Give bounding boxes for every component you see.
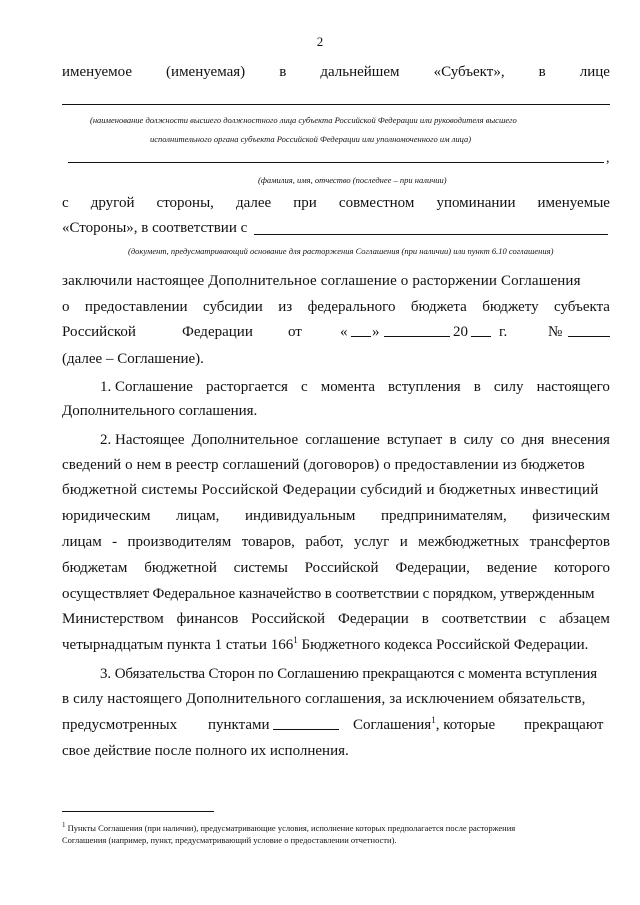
p3-line-1: 3. Обязательства Сторон по Соглашению прекращаются с момента вступления (100, 666, 598, 682)
sides-word: упоминании (436, 195, 516, 211)
footnote-text (62, 822, 612, 846)
p2-l8-word: соответствии (441, 611, 527, 627)
p3-agreement-word: Соглашения$^1$, которые (353, 715, 496, 733)
p1-l1-word: с (301, 379, 308, 395)
other-side-line (62, 194, 610, 212)
position-caption-line1: (наименование должности высшего должностного лица субъекта Российской Федерации или руководителя высшего (90, 115, 517, 125)
row1-word: (именуемая) (166, 64, 246, 80)
p2-line-5 (62, 533, 610, 551)
row1-word: именуемое (62, 64, 132, 80)
date-year-prefix: 20 (453, 324, 468, 340)
sides-word: при (293, 195, 317, 211)
date-year-g: г. (499, 324, 508, 340)
p1-line-2: Дополнительного соглашения. (62, 403, 258, 419)
p2-l6-word: Федерации, (395, 560, 470, 576)
p2-line-2: сведений о нем в реестр соглашений (договоров) о предоставлении из бюджетов (62, 457, 585, 473)
p2-line-3: бюджетной системы Российской Федерации субсидий и бюджетных инвестиций (62, 482, 599, 498)
date-year-blank (471, 323, 491, 337)
footnote-line-2: Соглашения (например, пункт, предусматривающий условие о предоставлении отчетности). (62, 835, 397, 845)
p2-line-9-end: Бюджетного кодекса Российской Федерации. (297, 637, 589, 653)
date-day-blank (351, 323, 371, 337)
sides-word: именуемые (537, 195, 610, 211)
p2-l6-word: бюджетам (62, 560, 128, 576)
row1-word: дальнейшем (320, 64, 400, 80)
number-sign: № (548, 324, 563, 340)
p2-l1-word: дня (521, 432, 545, 448)
p2-l8-word: финансов (176, 611, 239, 627)
p2-line-4 (62, 507, 610, 525)
p2-l5-word: и (399, 534, 408, 550)
intro-l2-word: субъекта (554, 299, 610, 315)
intro-l2-word: о (62, 299, 70, 315)
p2-l5-word: - (112, 534, 118, 550)
p3-line-4: свое действие после полного их исполнения. (62, 743, 349, 759)
intro-l2-word: субсидии (203, 299, 263, 315)
intro-line-4: (далее – Соглашение). (62, 351, 204, 367)
p1-l1-word: в (473, 379, 481, 395)
date-open-quote: « (340, 324, 348, 340)
p2-l4-word: физическим (532, 508, 610, 524)
row1-word: в (279, 64, 287, 80)
p1-l1-word: расторгается (206, 379, 288, 395)
p2-l4-word: индивидуальным (244, 508, 356, 524)
p2-l5-word: производителям (127, 534, 232, 550)
sides-word: стороны, (156, 195, 214, 211)
p3-provided-word: предусмотренных (62, 717, 178, 733)
p2-l8-word: Российской (251, 611, 326, 627)
intro-l2-word: федерального (307, 299, 396, 315)
p1-line-1 (62, 378, 610, 396)
p2-l1-word: в (449, 432, 457, 448)
row1-word: лице (579, 64, 610, 80)
p2-l1-word: соглашение (305, 432, 380, 448)
footnote-separator (62, 811, 214, 812)
subject-intro-line (62, 63, 610, 81)
p2-l8-word: Министерством (62, 611, 164, 627)
intro-line-2 (62, 298, 610, 316)
intro-l2-word: предоставлении (84, 299, 188, 315)
p2-l1-word: 2. Настоящее (100, 432, 185, 448)
official-position-line (62, 104, 610, 105)
p2-l5-word: трансфертов (529, 534, 610, 550)
sides-word: совместном (338, 195, 415, 211)
p2-l1-word: вступает (386, 432, 443, 448)
p2-l1-word: силу (463, 432, 494, 448)
intro-line-1: заключили настоящее Дополнительное соглашение о расторжении Соглашения (62, 273, 581, 289)
p2-l5-word: межбюджетных (418, 534, 520, 550)
p2-line-6 (62, 559, 610, 577)
p3-points-word: пунктами (208, 717, 270, 733)
p2-l5-word: услуг (354, 534, 390, 550)
full-name-comma: , (606, 151, 610, 166)
p2-line-1 (62, 431, 610, 449)
points-blank (273, 716, 339, 730)
p2-l5-word: работ, (305, 534, 344, 550)
footnote-mark: 1 (62, 821, 66, 830)
p2-l6-word: которого (554, 560, 610, 576)
row1-word: «Субъект», (433, 64, 505, 80)
date-close-quote: » (372, 324, 380, 340)
parties-text: «Стороны», в соответствии с (62, 220, 248, 236)
p2-l4-word: предпринимателям, (380, 508, 507, 524)
p2-l4-word: лицам, (175, 508, 220, 524)
intro-from-word: от (288, 324, 302, 340)
position-caption-line2: исполнительного органа субъекта Российской Федерации или уполномоченного им лица) (150, 134, 472, 144)
p2-l1-word: Дополнительное (191, 432, 299, 448)
intro-l2-word: из (278, 299, 293, 315)
p1-l1-word: силу (493, 379, 524, 395)
p2-line-9 (62, 636, 610, 654)
page-number: 2 (316, 34, 324, 49)
footnote-ref-2: 1 (431, 715, 436, 725)
footnote-ref: 1 (293, 635, 298, 645)
p2-l6-word: Российской (304, 560, 379, 576)
p2-line-9-text: четырнадцатым пункта 1 статьи 166 (62, 637, 294, 653)
p2-l1-word: со (500, 432, 515, 448)
p1-l1-word: 1. Соглашение (100, 379, 193, 395)
p2-l8-word: с (539, 611, 546, 627)
agreement-number-blank (568, 323, 610, 337)
p2-l8-word: Федерации (337, 611, 409, 627)
p3-line-2: в силу настоящего Дополнительного соглашения, за исключением обязательств, (62, 691, 586, 707)
basis-document-line (254, 234, 608, 235)
p2-l5-word: лицам (62, 534, 102, 550)
row1-word: в (538, 64, 546, 80)
sides-word: с (62, 195, 69, 211)
intro-rf-word: Российской (62, 324, 136, 340)
basis-document-caption: (документ, предусматривающий основание для расторжения Соглашения (при наличии) или пункт 6.10 соглашения) (128, 246, 554, 256)
full-name-caption: (фамилия, имя, отчество (последнее – при наличии) (258, 175, 447, 185)
sides-word: далее (235, 195, 272, 211)
p2-l4-word: юридическим (62, 508, 151, 524)
p1-l1-word: настоящего (536, 379, 610, 395)
p2-l8-word: абзацем (558, 611, 610, 627)
intro-l2-word: бюджета (410, 299, 467, 315)
p2-l6-word: ведение (486, 560, 538, 576)
p1-l1-word: момента (320, 379, 375, 395)
footnote-line-1: Пункты Соглашения (при наличии), предусматривающие условия, исполнение которых предполагается после расторжения (65, 823, 516, 833)
p3-terminate-word: прекращают (524, 717, 604, 733)
p2-l8-word: в (421, 611, 429, 627)
intro-l2-word: бюджету (482, 299, 539, 315)
p2-line-7: осуществляет Федеральное казначейство в соответствии с порядком, утвержденным (62, 586, 595, 602)
p2-l5-word: товаров, (241, 534, 295, 550)
p2-line-8 (62, 610, 610, 628)
sides-word: другой (90, 195, 135, 211)
p2-l1-word: внесения (551, 432, 610, 448)
p1-l1-word: вступления (388, 379, 461, 395)
intro-federation-word: Федерации (182, 324, 253, 340)
p2-l6-word: бюджетной (144, 560, 217, 576)
p2-l6-word: системы (233, 560, 288, 576)
date-month-blank (384, 323, 450, 337)
full-name-line (68, 162, 604, 163)
